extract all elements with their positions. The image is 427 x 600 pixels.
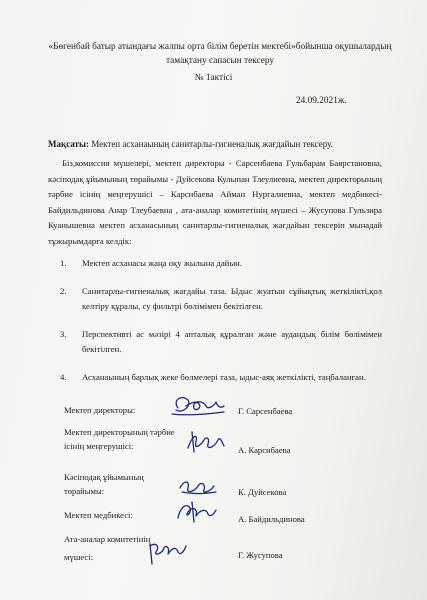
signature-role-director: Мектеп директоры:: [64, 405, 136, 415]
signatory-name-parents: Г. Жусупова: [238, 550, 283, 560]
signature-mark-deputy: [182, 428, 226, 456]
purpose-text: Мектеп асханаының санитарлы-гигиеналық жағдайын тексеру.: [89, 139, 333, 149]
signature-role-parents: Ата-аналар комитетінің мүшесі:: [64, 534, 151, 562]
intro-paragraph: Біз,комиссия мүшелері, мектеп директоры - Сарсенбаева Гульбарам Баярстановна, кәсіподақ ұйымының төрайымы - Дуйсекова Кулыпан Тлеулиевна, мектеп директорының тәрбие ісінің меңгерушісі – Карсибаева Айман Нургалиевна, мектеп медбикесі-Байдильдинова Анар Тлеубаевна , ата-аналар комитетінің мүшесі – Жусупова Гульзира Куанышевна мектеп асханасының санитарлы-гигиеналық жағдайын тексеріп мынадай тұжырымдарға келдік:: [48, 158, 382, 246]
list-item: [60, 284, 382, 315]
document-title: «Бөгенбай батыр атындағы жалпы орта білім беретін мектебі»бойынша оқушылардың тамақтану сапасын тексеру: [48, 42, 392, 66]
signatory-name-director: Г. Сарсенбаева: [238, 406, 293, 416]
item-text: Мектеп асханасы жаңа оқу жылына дайын.: [82, 258, 242, 268]
signature-mark-nurse: [172, 498, 220, 526]
signatory-name-nurse: А. Байдильдинова: [238, 514, 305, 524]
item-text: Перспективті ас мәзірі 4 апталық құралған және аудандық білім бөлімімен бекітілген.: [82, 328, 382, 355]
signature-role-union: Кәсіподақ ұйымының төрайымы:: [64, 472, 144, 496]
item-number: 3.: [60, 328, 67, 339]
act-number: № 1актісі: [194, 73, 233, 83]
signature-mark-union: [176, 474, 220, 498]
signature-role-deputy: Мектеп директорының тәрбие ісінің меңгерушісі:: [64, 427, 175, 451]
signatory-name-deputy: А. Карсибаева: [238, 445, 291, 455]
signatory-name-union: К. Дуйсекова: [238, 487, 287, 497]
list-item: [60, 327, 382, 358]
act-date: 24.09.2021ж.: [296, 96, 347, 106]
findings-list: [60, 256, 382, 398]
item-number: 1.: [60, 258, 67, 268]
purpose-line: [48, 139, 388, 149]
signature-mark-director: [168, 392, 226, 422]
item-number: 4.: [60, 371, 67, 382]
purpose-label: Мақсаты:: [48, 139, 89, 149]
signature-mark-parents: [144, 538, 190, 568]
item-text: Асханаының барлық жеке бөлмелері таза, ыдыс-аяқ жеткілікті, таңбаланған.: [82, 371, 366, 382]
item-text: Санитарлы-гигиеналық жағдайы таза. Ыдыс жуатын сұйықтық жеткілікті,қол келтіру құралы, су фильтрі бөлімімен бекітілген.: [82, 285, 382, 312]
signature-role-nurse: Мектеп медбикесі:: [64, 510, 133, 520]
list-item: [60, 256, 382, 272]
list-item: [60, 370, 382, 386]
item-number: 2.: [60, 285, 67, 296]
